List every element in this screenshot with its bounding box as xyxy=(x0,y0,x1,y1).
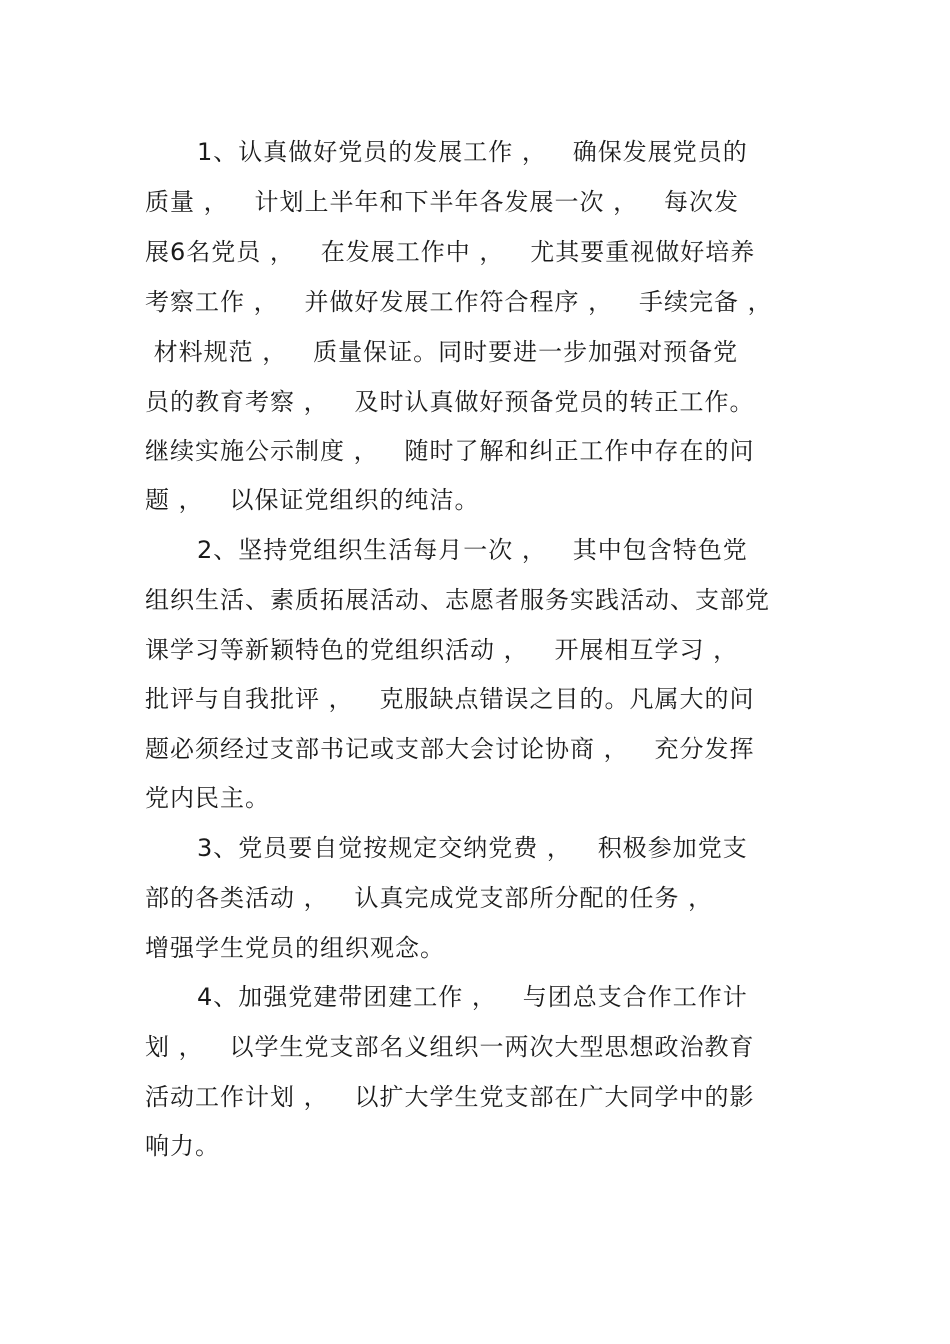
paragraph-line: 响力。 xyxy=(145,1132,220,1160)
paragraph-line: 批评与自我批评 ， 克服缺点错误之目的。凡属大的问 xyxy=(145,685,755,713)
paragraph-line: 员的教育考察 ， 及时认真做好预备党员的转正工作。 xyxy=(145,388,755,416)
paragraph-line: 题 ， 以保证党组织的纯洁。 xyxy=(145,486,480,514)
paragraph-line: 组织生活、素质拓展活动、志愿者服务实践活动、支部党 xyxy=(145,586,770,614)
paragraph-line: 2、坚持党组织生活每月一次 ， 其中包含特色党 xyxy=(197,536,748,564)
paragraph-line: 增强学生党员的组织观念。 xyxy=(145,934,445,962)
paragraph-line: 继续实施公示制度 ， 随时了解和纠正工作中存在的问 xyxy=(145,437,755,465)
paragraph-line: 划 ， 以学生党支部名义组织一两次大型思想政治教育 xyxy=(145,1033,755,1061)
paragraph-line: 3、党员要自觉按规定交纳党费 ， 积极参加党支 xyxy=(197,834,748,862)
paragraph-line: 活动工作计划 ， 以扩大学生党支部在广大同学中的影 xyxy=(145,1083,755,1111)
paragraph-line: 1、认真做好党员的发展工作 ， 确保发展党员的 xyxy=(197,138,748,166)
paragraph-line: 考察工作 ， 并做好发展工作符合程序 ， 手续完备 ， xyxy=(145,288,773,316)
paragraph-line: 展6名党员 ， 在发展工作中 ， 尤其要重视做好培养 xyxy=(145,238,756,266)
paragraph-line: 部的各类活动 ， 认真完成党支部所分配的任务 ， xyxy=(145,884,714,912)
paragraph-line: 党内民主。 xyxy=(145,784,270,812)
paragraph-line: 4、加强党建带团建工作 ， 与团总支合作工作计 xyxy=(197,983,748,1011)
paragraph-line: 题必须经过支部书记或支部大会讨论协商 ， 充分发挥 xyxy=(145,735,755,763)
paragraph-line: 课学习等新颖特色的党组织活动 ， 开展相互学习 ， xyxy=(145,636,739,664)
paragraph-line: 质量 ， 计划上半年和下半年各发展一次 ， 每次发 xyxy=(145,188,740,216)
paragraph-line: 材料规范 ， 质量保证。同时要进一步加强对预备党 xyxy=(145,338,739,366)
